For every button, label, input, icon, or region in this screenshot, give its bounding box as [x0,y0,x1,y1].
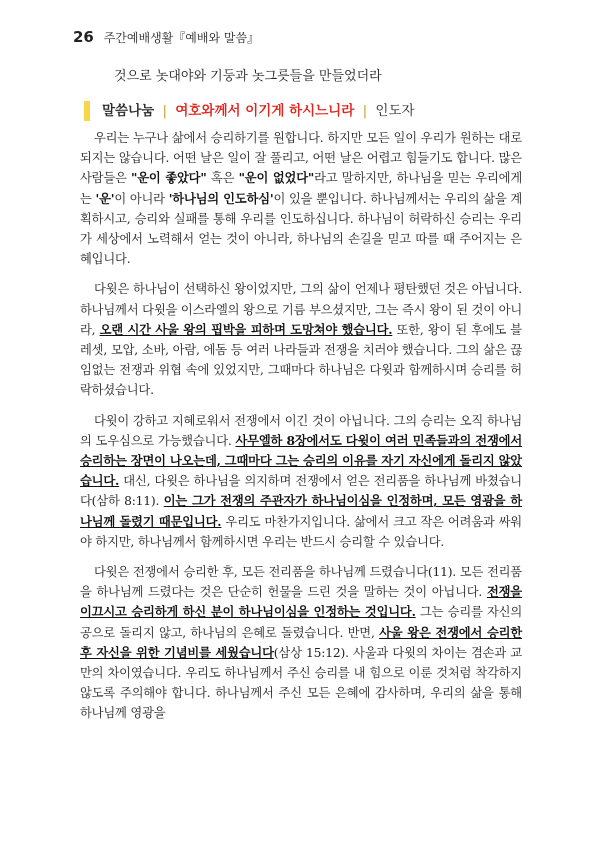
text-run: 이 있을 뿐입니다. 하나님께서는 우리의 삶을 계획하시고, 승리와 실패를 통해 우리를 인도하십니다. 하나님이 허락하신 승리는 우리가 세상에서 노력해서 얻는 것이 아니라, 하나님의 손길을 믿고 따를 때 주어지는 은혜입니다. [80,191,523,267]
text-run: 또한, 왕이 된 후에도 블레셋, 모압, 소바, 아람, 에돔 등 여러 나라들과 전쟁을 치러야 했습니다. 그의 삶은 끊임없는 전쟁과 위협 속에 있었지만, 그때마다 하나님은 다윗과 함께하시며 승리를 허락하셨습니다. [80,322,522,398]
emphasis: '운' [95,190,115,206]
paragraph-2 [80,279,522,400]
text-run: 다윗이 강하고 지혜로워서 전쟁에서 이긴 것이 아닙니다. 그의 승리는 오직 하나님의 도우심으로 가능했습니다. [80,413,522,448]
text-run: (삼상 15:12). 사울과 다윗의 차이는 겸손과 교만의 차이였습니다. 우리도 하나님께서 주신 승리를 내 힘으로 이룬 것처럼 착각하지 않도록 주의해야 합니다. 하나님께서 주신 모든 은혜에 감사하며, 우리의 삶을 통해 하나님께 영광을 [80,645,522,721]
running-header [73,28,259,46]
underlined-emphasis: 사무엘하 8장에서도 다윗이 여러 민족들과의 전쟁에서 승리하는 장면이 나오는데, 그때마다 그는 승리의 이유를 자기 자신에게 돌리지 않았습니다. [80,432,523,489]
section-separator: | [362,103,368,119]
emphasis: "운이 없었다" [238,170,315,186]
paragraph-1 [80,128,522,269]
text-run: 그는 승리를 자신의 공으로 돌리지 않고, 하나님의 은혜로 돌렸습니다. 반면, [80,605,522,640]
text-run: 혹은 [206,171,239,186]
underlined-emphasis: 사울 왕은 전쟁에서 승리한 후 자신을 위한 기념비를 세웠습니다 [80,624,522,660]
running-title: 주간예배생활『예배와 말씀』 [103,31,260,45]
emphasis: "운이 좋았다" [131,170,207,186]
section-title: 여호와께서 이기게 하시느니라 [175,103,355,119]
page-number: 26 [73,28,94,46]
emphasis: '하나님의 인도하심' [168,190,274,206]
section-label: 말씀나눔 [102,103,155,119]
text-run: 라고 말하지만, 하나님을 믿는 우리에게는 [80,171,523,206]
paragraph-4 [80,562,522,724]
carry-over-verse: 것으로 놋대야와 기둥과 놋그릇들을 만들었더라 [114,69,382,84]
section-separator: | [162,103,168,119]
section-heading [84,101,415,121]
underlined-emphasis: 이는 그가 전쟁의 주관자가 하나님이심을 인정하며, 모든 영광을 하나님께 돌렸기 때문입니다. [80,493,523,529]
text-run: 우리도 마찬가지입니다. 삶에서 크고 작은 어려움과 싸워야 하지만, 하나님께서 함께하시면 우리는 반드시 승리할 수 있습니다. [80,514,522,549]
text-run: 대신, 다윗은 하나님을 의지하며 전쟁에서 얻은 전리품을 하나님께 바쳤습니다(삼하 8:11). [80,474,522,509]
underlined-emphasis: 전쟁을 이끄시고 승리하게 하신 분이 하나님이심을 인정하는 것입니다. [80,584,522,620]
text-run: 이 아니라 [114,191,169,206]
section-author: 인도자 [375,103,415,119]
text-run: 우리는 누구나 삶에서 승리하기를 원합니다. 하지만 모든 일이 우리가 원하는 대로 되지는 않습니다. 어떤 날은 일이 잘 풀리고, 어떤 날은 어렵고 힘들기도 합니다. 많은 사람들은 [80,131,522,186]
paragraph-3 [80,411,522,552]
text-run: 다윗은 하나님이 선택하신 왕이었지만, 그의 삶이 언제나 평탄했던 것은 아닙니다. 하나님께서 다윗을 이스라엘의 왕으로 기름 부으셨지만, 그는 즉시 왕이 된 것이 아니라, [80,282,522,337]
body-text [80,128,522,734]
text-run: 다윗은 전쟁에서 승리한 후, 모든 전리품을 하나님께 드렸습니다(11). 모든 전리품을 하나님께 드렸다는 것은 단순히 헌물을 드린 것을 말하는 것이 아닙니다. [80,565,522,600]
underlined-emphasis: 오랜 시간 사울 왕의 핍박을 피하며 도망쳐야 했습니다. [99,321,393,337]
